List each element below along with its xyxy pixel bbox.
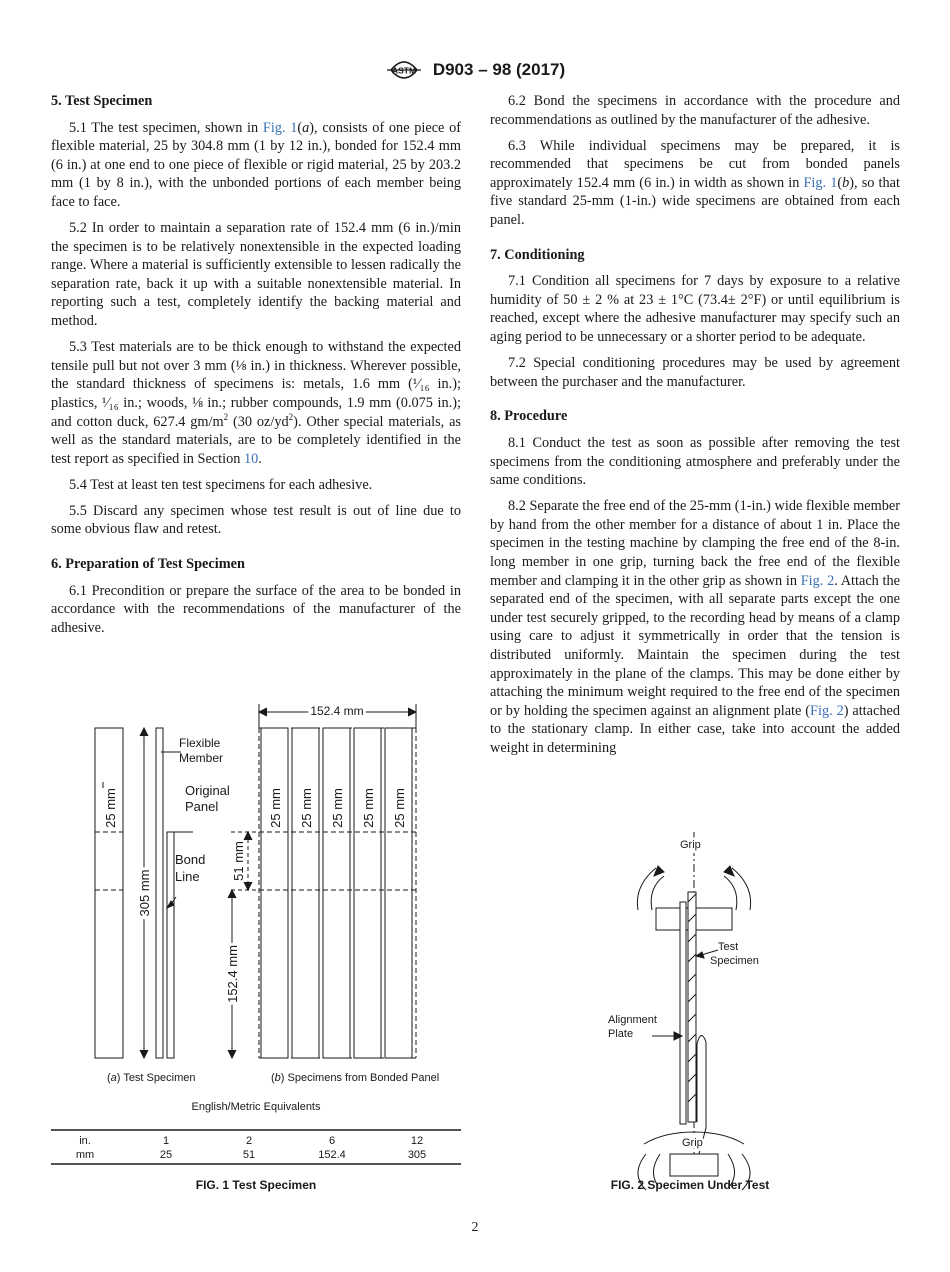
subcaption-a: (a) Test Specimen — [107, 1072, 196, 1084]
paragraph-5-4: 5.4 Test at least ten test specimens for each adhesive. — [69, 476, 373, 493]
fig2-link-2[interactable]: Fig. 2 — [810, 702, 844, 719]
paragraph-7-1: 7.1 Condition all specimens for 7 days by exposure to a relative humidity of 50 ± 2 % at 23 ± 1°C (73.4± 2°F) or until equilibrium is reached, except where the adhesive manufacturer may specify such an aging period to be unnecessary or a shorter period to be adequate. — [490, 273, 900, 346]
paragraph-5-3 — [51, 338, 461, 468]
label-member: Member — [179, 751, 224, 765]
dim-152-top: 152.4 mm — [310, 704, 364, 718]
document-designation: D903 – 98 (2017) — [432, 60, 566, 79]
text-run: ) attached to the stationary clamp. In either case, take into account the added weight in determining — [490, 702, 900, 756]
figure-1-caption: FIG. 1 Test Specimen — [195, 1178, 317, 1192]
section-5-heading: 5. Test Specimen — [51, 93, 153, 109]
dim-152-side: 152.4 mm — [225, 945, 240, 1003]
label-bond: Bond — [175, 852, 206, 867]
dim-25-b2: 25 mm — [299, 788, 314, 828]
paragraph-6-3 — [490, 137, 900, 230]
flexible-member-strip — [95, 728, 123, 1058]
section-7-heading: 7. Conditioning — [490, 246, 585, 263]
dim-25-b4: 25 mm — [361, 788, 376, 828]
label-plate: Plate — [608, 1028, 634, 1040]
equivalents-table — [76, 1135, 426, 1161]
label-line: Line — [175, 869, 200, 884]
fig2-link[interactable]: Fig. 2 — [800, 572, 835, 589]
dim-25-a: 25 mm — [103, 788, 118, 828]
alignment-plate — [680, 902, 686, 1124]
figure-1-test-specimen — [51, 692, 461, 1202]
dim-25-b1: 25 mm — [268, 788, 283, 828]
table-cell: 1 — [162, 1135, 170, 1147]
label-test: Test — [718, 941, 739, 953]
text-run: ), consists of one piece of flexible material, 25 by 304.8 mm (1 by 12 in.), bonded for 152.4 mm (6 in.) at one end to one piece of flexible or rigid material, 25 by 203.2 mm (1 by 8 in.), with the unbonded portions of each member being face to face. — [51, 119, 461, 210]
label-grip-top: Grip — [680, 839, 701, 851]
text-run: 5.3 Test materials are to be thick enough to withstand the expected tensile pull but not over 3 mm (⅛ in.) in thickness. Wherever possible, the standard thickness of specimens is: metals, 1.6 mm (¹⁄₁₆ in.); plastics, ¹⁄₁₆ in.; woods, ⅛ in.; rubber compounds, 1.9 mm (0.075 in.); and cotton duck, 627.4 gm/m — [51, 339, 461, 430]
label-original: Original — [185, 783, 230, 798]
text-run: ( — [837, 174, 843, 191]
section-10-link[interactable]: 10 — [243, 450, 259, 467]
dim-305: 305 mm — [137, 869, 152, 917]
figure-2-caption: FIG. 2 Specimen Under Test — [610, 1178, 770, 1192]
subcaption-b: (b) Specimens from Bonded Panel — [271, 1072, 440, 1084]
table-cell: 152.4 — [318, 1149, 346, 1161]
left-column — [51, 92, 461, 645]
table-cell: mm — [75, 1149, 95, 1161]
text-run: (30 oz/yd — [228, 413, 289, 430]
paragraph-6-1: 6.1 Precondition or prepare the surface of the area to be bonded in accordance with the recommendations of the manufacturer of the adhesive. — [51, 582, 461, 636]
paragraph-8-1: 8.1 Conduct the test as soon as possible after removing the test specimens from the conditioning atmosphere and preferably under the same conditions. — [490, 434, 900, 489]
text-run: ( — [297, 119, 303, 136]
paragraph-6-2: 6.2 Bond the specimens in accordance with the procedure and recommendations as outlined by the manufacturer of the adhesive. — [490, 93, 900, 128]
logo-text: ASTM — [391, 65, 416, 76]
fig1b-link[interactable]: Fig. 1 — [803, 174, 838, 191]
paragraph-5-5: 5.5 Discard any specimen whose test result is out of line due to some obvious flaw and retest. — [51, 502, 461, 538]
superscript: 2 — [288, 411, 294, 422]
figure-2-specimen-under-test — [560, 832, 820, 1202]
paragraph-7-2: 7.2 Special conditioning procedures may be used by agreement between the purchaser and the manufacturer. — [490, 355, 900, 390]
text-run: . — [258, 450, 262, 467]
section-8-heading: 8. Procedure — [490, 408, 568, 425]
bottom-clamp — [670, 1154, 718, 1176]
original-panel-strip — [156, 728, 163, 1058]
table-cell: in. — [79, 1135, 91, 1147]
table-cell: 12 — [410, 1135, 424, 1147]
paragraph-5-2: 5.2 In order to maintain a separation rate of 152.4 mm (6 in.)/min the specimen is to be relatively nonextensible in the expected loading range. Where a material is sufficiently extensible to lessen radically the separation rate, back it up with a suitable nonextensible material. In reporting such a test, completely identify the backing material and method. — [51, 220, 461, 330]
text-run: 8.2 Separate the free end of the 25-mm (1-in.) wide flexible member by hand from the other member for a distance of about 1 in. Place the specimen in the testing machine by clamping the free end of the 8-in. long member in one grip, turning back the free end of the flexible member and clamping it in the other grip as shown in — [490, 498, 900, 589]
text-run: ). Other special materials, as well as the standard materials, are to be completely identified in the test report as specified in Section — [51, 413, 461, 467]
dim-25-b5: 25 mm — [392, 788, 407, 828]
superscript: 2 — [223, 411, 229, 422]
text-run: ), so that five standard 25-mm (1-in.) wide specimens are obtained from each panel. — [490, 174, 900, 229]
text-run: 5.1 The test specimen, shown in — [69, 119, 263, 136]
section-6-heading: 6. Preparation of Test Specimen — [51, 556, 245, 573]
label-specimen: Specimen — [710, 955, 759, 967]
test-specimen — [688, 892, 696, 1122]
table-cell: 25 — [159, 1149, 173, 1161]
text-run: a — [302, 119, 310, 136]
astm-logo-icon — [385, 56, 423, 84]
paragraph-8-2 — [490, 497, 900, 757]
table-cell: 2 — [245, 1135, 253, 1147]
fig1-link[interactable]: Fig. 1 — [262, 119, 298, 136]
paragraph-5-1 — [51, 119, 461, 212]
table-cell: 305 — [407, 1149, 427, 1161]
table-cell: 51 — [242, 1149, 256, 1161]
page-number: 2 — [471, 1220, 479, 1235]
bonded-member-strip — [167, 832, 174, 1058]
label-flexible: Flexible — [179, 736, 221, 750]
page-header — [0, 56, 950, 84]
equivalents-title: English/Metric Equivalents — [191, 1101, 321, 1113]
text-run: . Attach the separated end of the specimen, with all separate parts except the one under test securely gripped, to the recording head by means of a clamp using care to adjust it symmetrically in order that the tension is distributed uniformly. Maintain the specimen during the test approximately in the plane of the clamps. This may be done either by attaching the minimum weight required to the free end of the specimen or by holding the specimen against an alignment plate ( — [490, 572, 900, 719]
text-run: b — [842, 174, 850, 191]
label-alignment: Alignment — [608, 1014, 657, 1026]
label-panel: Panel — [185, 799, 219, 814]
dim-51: 51 mm — [231, 841, 246, 881]
dim-25-b3: 25 mm — [330, 788, 345, 828]
table-cell: 6 — [328, 1135, 336, 1147]
text-run: 6.3 While individual specimens may be prepared, it is recommended that specimens be cut from bonded panels approximately 152.4 mm (6 in.) in width as shown in — [490, 137, 900, 191]
right-column — [490, 92, 900, 765]
label-grip-bottom: Grip — [682, 1137, 703, 1149]
